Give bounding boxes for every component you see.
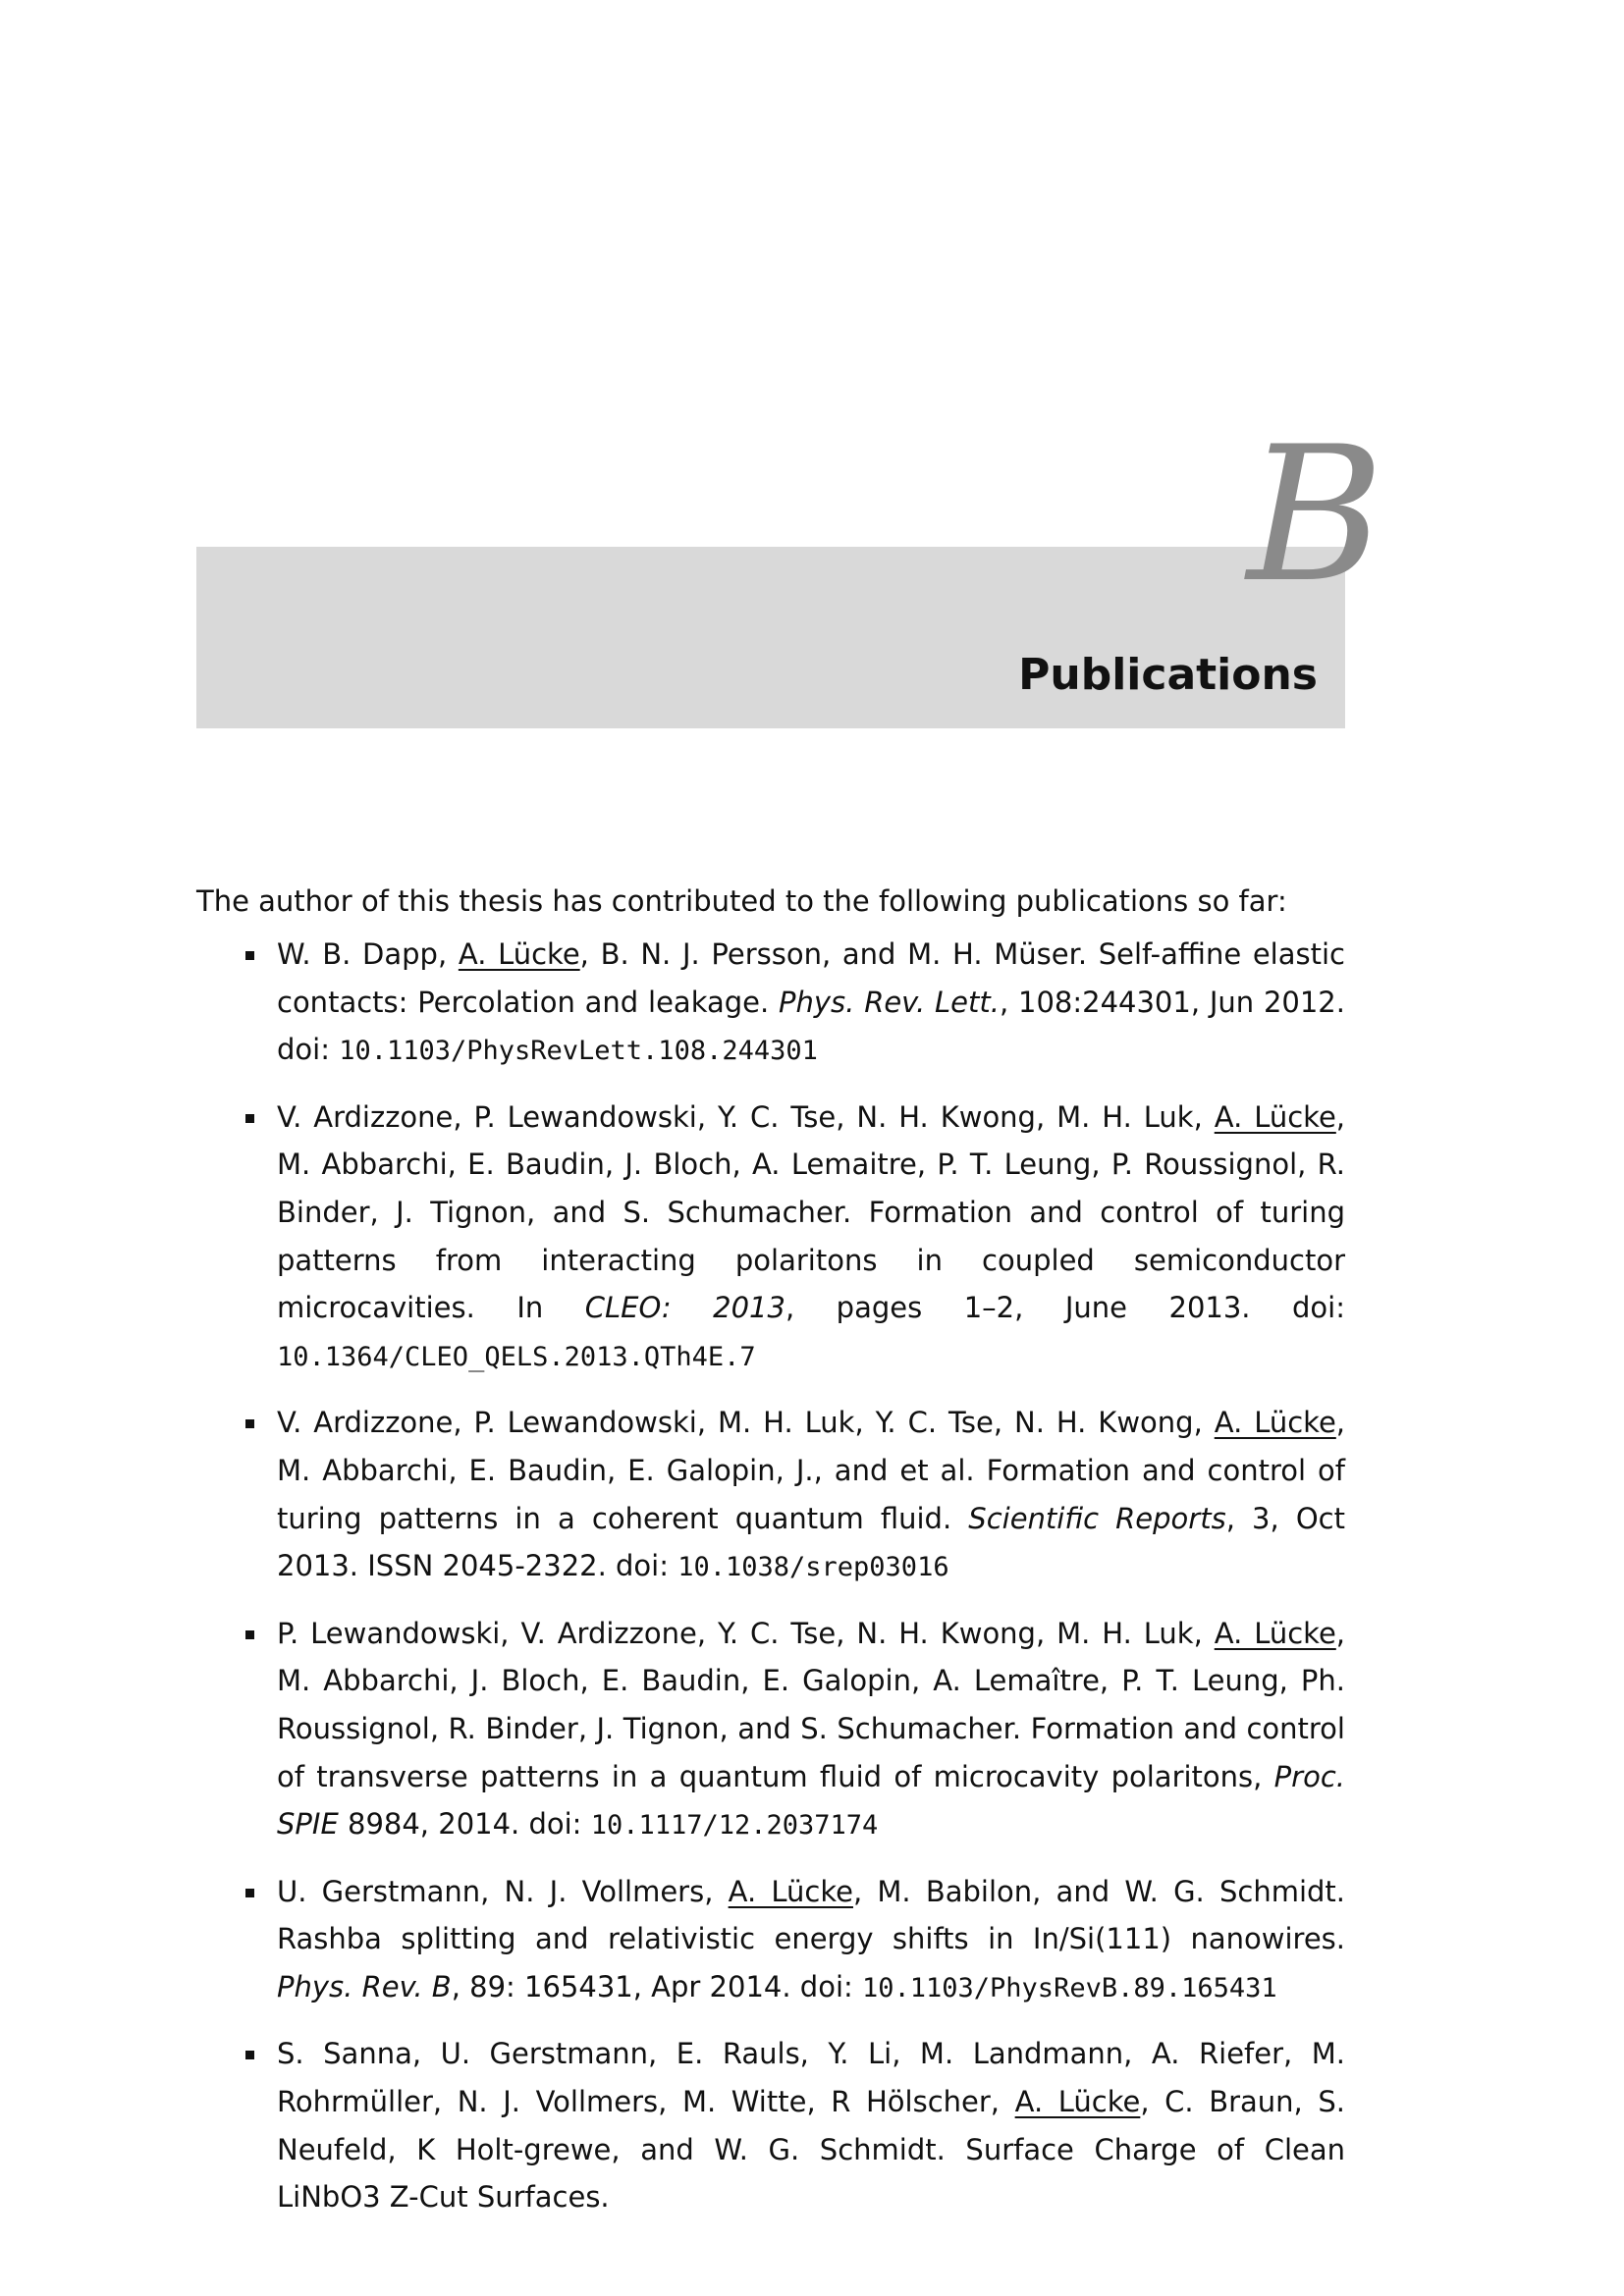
pub-details: , 89: 165431, Apr 2014. doi: <box>451 1969 862 2003</box>
pub-authors-after: , M. Abbarchi, E. Baudin, E. Galopin, J., and et al. <box>277 1406 1346 1487</box>
pub-doi[interactable]: 10.1103/PhysRevB.89.165431 <box>862 1972 1277 2003</box>
pub-details: , 108:244301, Jun 2012. doi: <box>277 985 1345 1067</box>
chapter-header-band <box>196 547 1345 728</box>
pub-venue: Proc. SPIE <box>277 1759 1345 1842</box>
bullet-icon <box>245 951 254 960</box>
pub-venue: Phys. Rev. B <box>277 1969 452 2003</box>
pub-details: 8984, 2014. doi: <box>338 1807 591 1842</box>
pub-authors-before: W. B. Dapp, <box>277 937 459 971</box>
bullet-icon <box>245 1889 254 1897</box>
publication-item <box>196 1399 1345 1591</box>
bullet-icon <box>245 1419 254 1428</box>
pub-venue: Phys. Rev. Lett. <box>779 985 1000 1019</box>
intro-paragraph: The author of this thesis has contributed to the following publications so far: <box>196 884 1287 918</box>
pub-self-author: A. Lücke <box>728 1874 853 1908</box>
bullet-icon <box>245 2051 254 2059</box>
pub-title: Self-affine elastic contacts: Percolation and leakage. <box>277 937 1345 1019</box>
pub-venue: CLEO: 2013 <box>584 1291 785 1325</box>
pub-authors-after: , M. Babilon, and W. G. Schmidt. <box>852 1874 1346 1908</box>
pub-details: , pages 1–2, June 2013. doi: <box>785 1291 1345 1325</box>
chapter-title: Publications <box>1018 650 1318 700</box>
pub-self-author: A. Lücke <box>1214 1099 1336 1134</box>
pub-title: Rashba splitting and relativistic energy shifts in In/Si(111) nanowires. <box>277 1922 1345 1956</box>
pub-self-author: A. Lücke <box>1214 1406 1336 1440</box>
pub-self-author: A. Lücke <box>1014 2085 1141 2119</box>
bullet-icon <box>245 1114 254 1123</box>
pub-doi[interactable]: 10.1103/PhysRevLett.108.244301 <box>339 1036 818 1067</box>
pub-self-author: A. Lücke <box>458 937 580 971</box>
pub-authors-after: , B. N. J. Persson, and M. H. Müser. <box>579 937 1099 971</box>
pub-details: , 3, Oct 2013. ISSN 2045-2322. doi: <box>277 1501 1345 1583</box>
pub-authors-after: , M. Abbarchi, J. Bloch, E. Baudin, E. Galopin, A. Lemaître, P. T. Leung, Ph. Roussignol, R. Binder, J. Tignon, and S. Schumacher. <box>277 1616 1346 1745</box>
pub-self-author: A. Lücke <box>1214 1616 1336 1650</box>
pub-doi[interactable]: 10.1117/12.2037174 <box>590 1810 879 1842</box>
pub-title: Surface Charge of Clean LiNbO3 Z-Cut Surfaces. <box>277 2132 1345 2215</box>
pub-doi[interactable]: 10.1038/srep03016 <box>677 1552 949 1583</box>
chapter-letter: B <box>1247 406 1384 623</box>
pub-authors-after: , C. Braun, S. Neufeld, K Holt-grewe, and W. G. Schmidt. <box>277 2085 1345 2166</box>
pub-authors-before: S. Sanna, U. Gerstmann, E. Rauls, Y. Li, M. Landmann, A. Riefer, M. Rohrmüller, N. J. Vollmers, M. Witte, R Hölscher, <box>277 2037 1345 2119</box>
pub-title: Formation and control of turing patterns from interacting polaritons in coupled semiconductor microcavities. In <box>277 1195 1345 1325</box>
pub-authors-before: V. Ardizzone, P. Lewandowski, M. H. Luk, Y. C. Tse, N. H. Kwong, <box>277 1406 1215 1440</box>
bullet-icon <box>245 1630 254 1639</box>
pub-authors-before: P. Lewandowski, V. Ardizzone, Y. C. Tse, N. H. Kwong, M. H. Luk, <box>277 1616 1215 1650</box>
publication-list <box>196 931 1345 2239</box>
publication-item <box>196 1094 1345 1382</box>
pub-authors-before: V. Ardizzone, P. Lewandowski, Y. C. Tse, N. H. Kwong, M. H. Luk, <box>277 1099 1215 1134</box>
publication-item <box>196 1868 1345 2013</box>
publication-item <box>196 931 1345 1076</box>
pub-title: Formation and control of turing patterns in a coherent quantum fluid. <box>277 1453 1346 1535</box>
publication-item <box>196 2030 1345 2220</box>
pub-doi[interactable]: 10.1364/CLEO_QELS.2013.QTh4E.7 <box>277 1341 756 1372</box>
publication-item <box>196 1610 1345 1850</box>
pub-title: Formation and control of transverse patterns in a quantum fluid of microcavity polaritons, <box>277 1711 1345 1793</box>
pub-authors-after: , M. Abbarchi, E. Baudin, J. Bloch, A. Lemaitre, P. T. Leung, P. Roussignol, R. Binder, J. Tignon, and S. Schumacher. <box>277 1099 1346 1229</box>
pub-venue: Scientific Reports <box>968 1501 1226 1535</box>
pub-authors-before: U. Gerstmann, N. J. Vollmers, <box>277 1874 729 1908</box>
